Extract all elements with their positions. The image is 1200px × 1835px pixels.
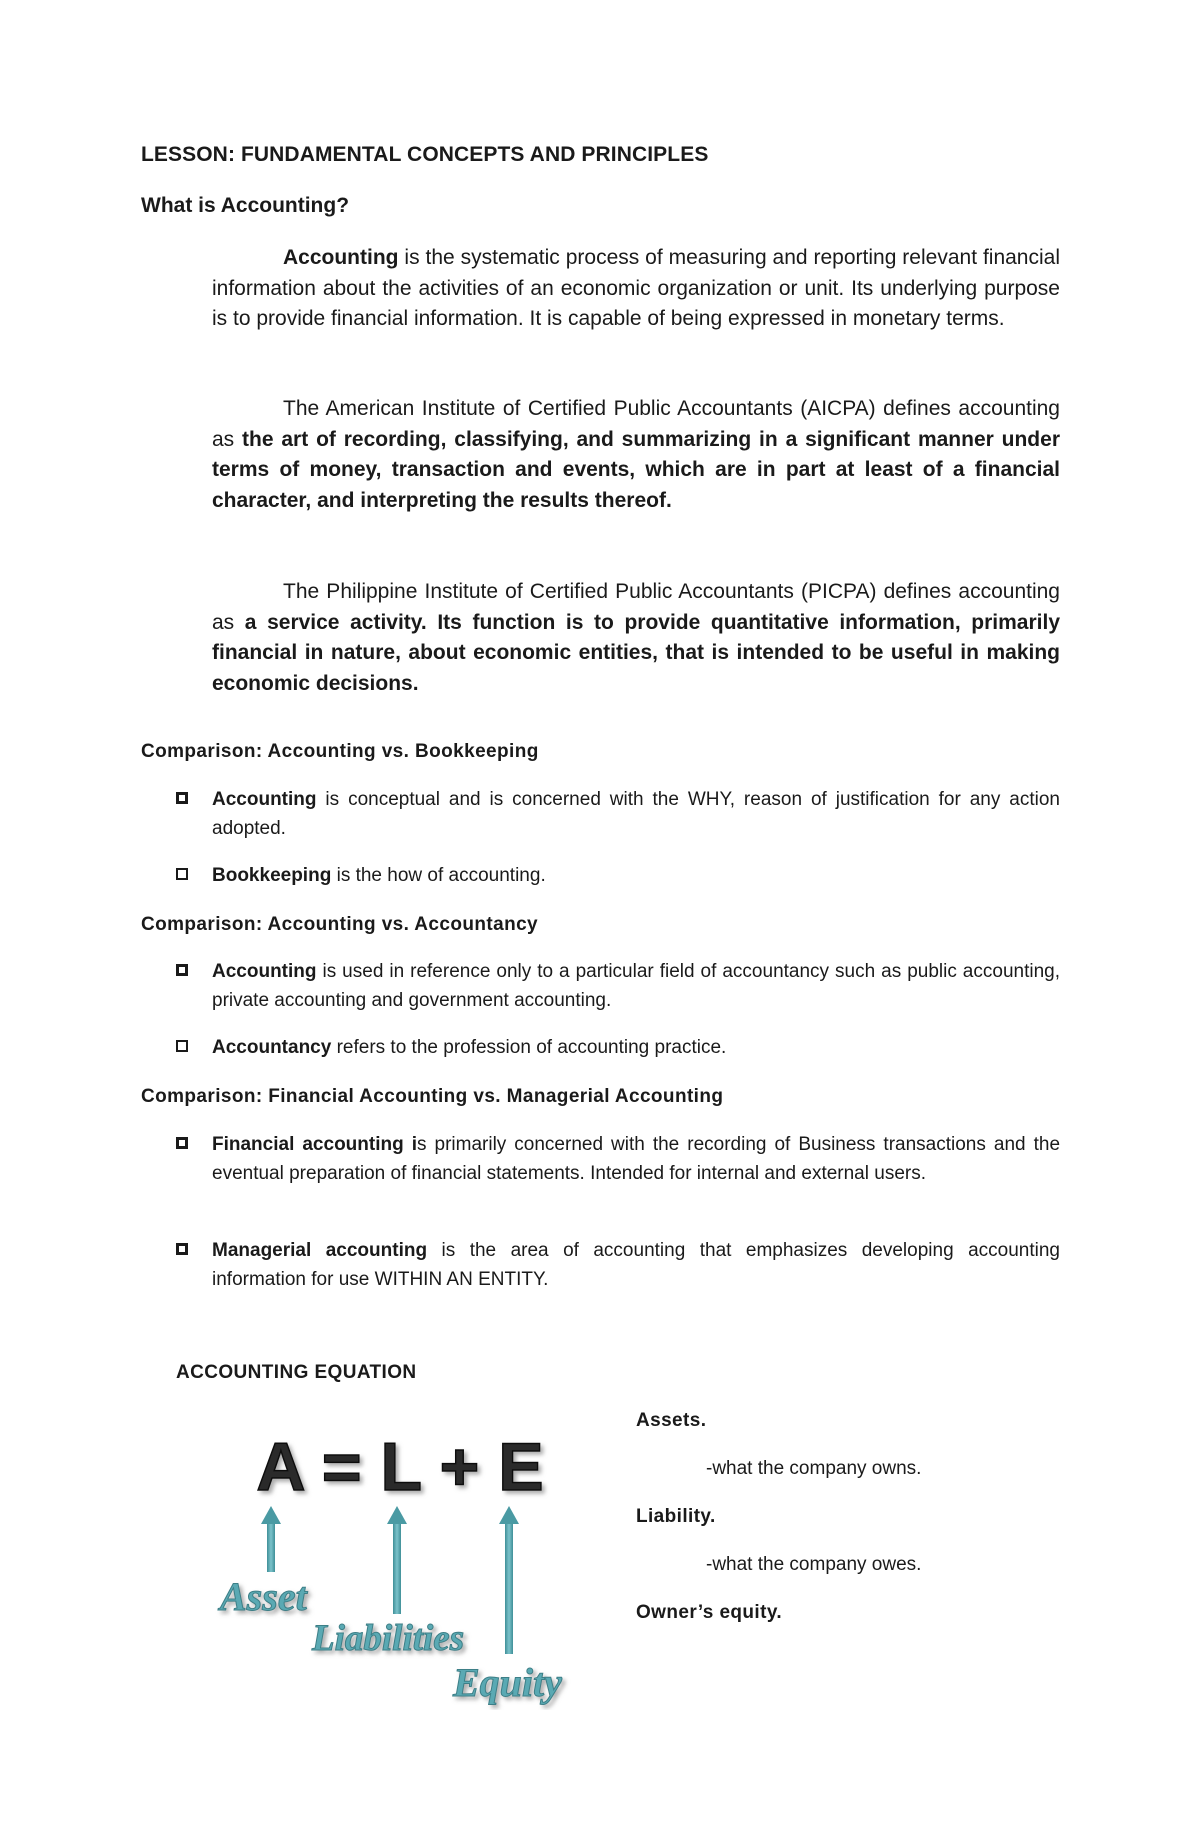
checkbox-bullet-icon <box>176 868 188 880</box>
definition-liability: -what the company owes. <box>706 1554 922 1575</box>
list-item-term: Managerial accounting <box>212 1240 428 1261</box>
list-item-text: is conceptual and is concerned with the WHY, reason of justification for any action adopted. <box>212 789 1060 839</box>
list-item-term: Financial accounting i <box>212 1134 417 1155</box>
lesson-title: LESSON: FUNDAMENTAL CONCEPTS AND PRINCIPLES <box>141 143 709 166</box>
list-item-text: is the area of accounting that emphasizes developing accounting information for use WITHIN AN ENTITY. <box>212 1240 1060 1290</box>
arrow-up-icon <box>499 1506 519 1654</box>
term-accounting: Accounting <box>283 246 399 269</box>
equation-formula: A = L + E <box>256 1429 544 1505</box>
term-owners-equity: Owner’s equity. <box>636 1602 783 1623</box>
comparison-heading-bookkeeping: Comparison: Accounting vs. Bookkeeping <box>141 741 539 762</box>
checkbox-bullet-icon <box>176 1137 188 1149</box>
list-item-term: Accounting <box>212 789 317 810</box>
aicpa-definition: the art of recording, classifying, and summarizing in a significant manner under terms of money, transaction and events, which are in part at least of a financial character, and interpreting the results thereof. <box>212 427 1060 512</box>
definition-paragraph-picpa <box>212 577 1060 699</box>
label-liabilities: Liabilities <box>312 1618 465 1659</box>
list-item <box>176 786 1060 843</box>
comparison-heading-accountancy: Comparison: Accounting vs. Accountancy <box>141 914 539 935</box>
list-item-text: s primarily concerned with the recording of Business transactions and the eventual preparation of financial statements. Intended for internal and external users. <box>212 1134 1061 1184</box>
checkbox-bullet-icon <box>176 1243 188 1255</box>
checkbox-bullet-icon <box>176 792 188 804</box>
aicpa-lead: The American Institute of Certified Public Accountants (AICPA) defines accounting as <box>212 397 1060 451</box>
list-item-term: Accounting <box>212 961 317 982</box>
list-item <box>176 1034 1060 1063</box>
term-assets: Assets. <box>636 1410 707 1431</box>
definition-text: is the systematic process of measuring and reporting relevant financial information about the activities of an economic organization or unit. Its underlying purpose is to provide financial information. It is capable of being expressed in monetary terms. <box>212 246 1060 330</box>
list-item <box>176 958 1060 1015</box>
picpa-lead: The Philippine Institute of Certified Public Accountants (PICPA) defines accounting as <box>212 580 1060 634</box>
list-item-text: refers to the profession of accounting practice. <box>331 1037 727 1058</box>
list-item-text: is used in reference only to a particular field of accountancy such as public accounting, private accounting and government accounting. <box>212 961 1060 1011</box>
arrow-up-icon <box>261 1506 281 1572</box>
checkbox-bullet-icon <box>176 1040 188 1052</box>
comparison-heading-managerial: Comparison: Financial Accounting vs. Managerial Accounting <box>141 1086 724 1107</box>
label-equity: Equity <box>453 1660 562 1705</box>
section-question: What is Accounting? <box>141 194 350 217</box>
list-item <box>176 1237 1060 1294</box>
definition-assets: -what the company owns. <box>706 1458 922 1479</box>
list-item-term: Accountancy <box>212 1037 332 1058</box>
list-item-text: is the how of accounting. <box>331 865 546 886</box>
definition-paragraph-1 <box>212 243 1060 335</box>
picpa-definition: a service activity. Its function is to provide quantitative information, primarily financial in nature, about economic entities, that is intended to be useful in making economic decisions. <box>212 610 1060 695</box>
accounting-equation-heading: ACCOUNTING EQUATION <box>176 1362 417 1383</box>
list-item-term: Bookkeeping <box>212 865 332 886</box>
accounting-equation-graphic <box>200 1420 600 1710</box>
term-liability: Liability. <box>636 1506 716 1527</box>
arrow-up-icon <box>387 1506 407 1614</box>
label-asset: Asset <box>220 1574 307 1619</box>
list-item <box>176 1131 1060 1188</box>
definition-paragraph-aicpa <box>212 394 1060 516</box>
checkbox-bullet-icon <box>176 964 188 976</box>
list-item <box>176 862 1060 891</box>
